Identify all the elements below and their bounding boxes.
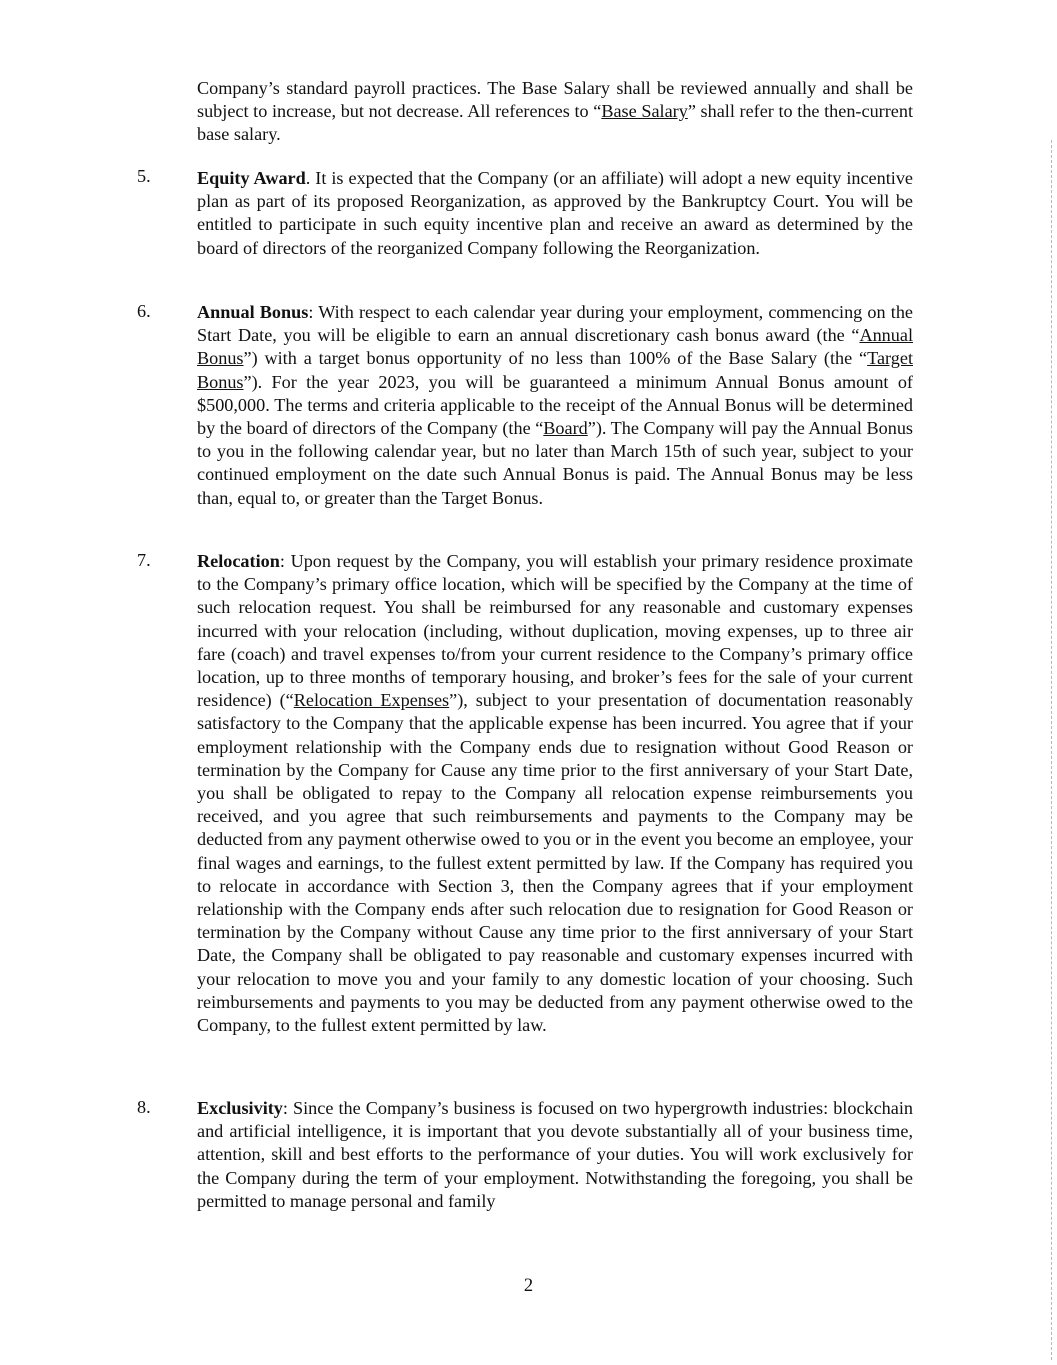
section-7-text: ”), subject to your presentation of documentation reasonably satisfactory to the Company that the applicable expense has been incurred. You agree that if your employment relationship with the Company ends due to resignation without Good Reason or termination by the Company for Cause any time prior to the first anniversary of your Start Date, you shall be obligated to repay to the Company all relocation expense reimbursements you received, and you agree that such reimbursements and payments to the Company may be deducted from any payment otherwise owed to you or in the event you become an employee, your final wages and earnings, to the fullest extent permitted by law. If the Company has required you to relocate in accordance with Section 3, then the Company agrees that if your employment relationship with the Company ends after such relocation due to resignation for Good Reason or termination by the Company without Cause any time prior to the first anniversary of your Start Date, the Company shall be obligated to pay reasonable and customary expenses incurred with your relocation to move you and your family to any domestic location of your choosing. Such reimbursements and payments to you may be deducted from any payment otherwise owed to the Company, to the fullest extent permitted by law. <box>197 690 913 1036</box>
section-7-text: : Upon request by the Company, you will establish your primary residence proximate to the Company’s primary office location, which will be specified by the Company at the time of such relocation request. You shall be reimbursed for any reasonable and customary expenses incurred with your relocation (including, without duplication, moving expenses, up to three air fare (coach) and travel expenses to/from your current residence to the Company’s primary office location, up to three months of temporary housing, and broker’s fees for the sale of your current residence) (“ <box>197 551 913 711</box>
page-number: 2 <box>523 1276 534 1296</box>
scan-edge-line <box>1051 140 1053 1360</box>
section-7-heading: Relocation <box>197 551 280 571</box>
defined-term-relocation-expenses: Relocation Expenses <box>293 690 450 711</box>
section-6-text: ”) with a target bonus opportunity of no less than 100% of the Base Salary (the “ <box>243 348 868 369</box>
section-8-body: : Since the Company’s business is focused on two hypergrowth industries: blockchain and artificial intelligence, it is important that you devote substantially all of your business time, attention, skill and best efforts to the performance of your duties. You will work exclusively for the Company during the term of your employment. Notwithstanding the foregoing, you shall be permitted to manage personal and family <box>197 1098 913 1211</box>
section-7-paragraph <box>197 550 913 1037</box>
intro-text: Company’s standard payroll practices. The Base Salary shall be reviewed annually and shall be subject to increase, but not decrease. All references to “ <box>197 78 913 122</box>
defined-term-annual-bonus: Annual Bonus <box>197 325 913 369</box>
section-6-text: ”). For the year 2023, you will be guaranteed a minimum Annual Bonus amount of $500,000. The terms and criteria applicable to the receipt of the Annual Bonus will be determined by the board of directors of the Company (the “ <box>197 371 913 439</box>
section-8-number: 8. <box>137 1097 151 1117</box>
defined-term-target-bonus: Target Bonus <box>197 348 913 392</box>
intro-text-end: ” shall refer to the then-current base salary. <box>197 101 913 145</box>
section-5-body: . It is expected that the Company (or an affiliate) will adopt a new equity incentive plan as part of its proposed Reorganization, as approved by the Bankruptcy Court. You will be entitled to participate in such equity incentive plan and receive an award as determined by the board of directors of the reorganized Company following the Reorganization. <box>197 168 913 258</box>
defined-term-board: Board <box>543 418 588 439</box>
section-6-text: ”). The Company will pay the Annual Bonus to you in the following calendar year, but no later than March 15th of such year, subject to your continued employment on the date such Annual Bonus is paid. The Annual Bonus may be less than, equal to, or greater than the Target Bonus. <box>197 418 913 508</box>
section-6-heading: Annual Bonus <box>197 302 309 322</box>
section-7-number: 7. <box>137 550 151 570</box>
defined-term-base-salary: Base Salary <box>601 101 688 122</box>
section-8-heading: Exclusivity <box>197 1098 283 1118</box>
section-5-heading: Equity Award <box>197 168 306 188</box>
section-5-number: 5. <box>137 166 151 186</box>
section-6-text: : With respect to each calendar year during your employment, commencing on the Start Date, you will be eligible to earn an annual discretionary cash bonus award (the “ <box>197 302 913 346</box>
intro-paragraph <box>197 77 913 147</box>
section-5-paragraph <box>197 167 913 260</box>
section-8-paragraph <box>197 1097 913 1213</box>
section-6-paragraph <box>197 301 913 510</box>
section-6-number: 6. <box>137 301 151 321</box>
